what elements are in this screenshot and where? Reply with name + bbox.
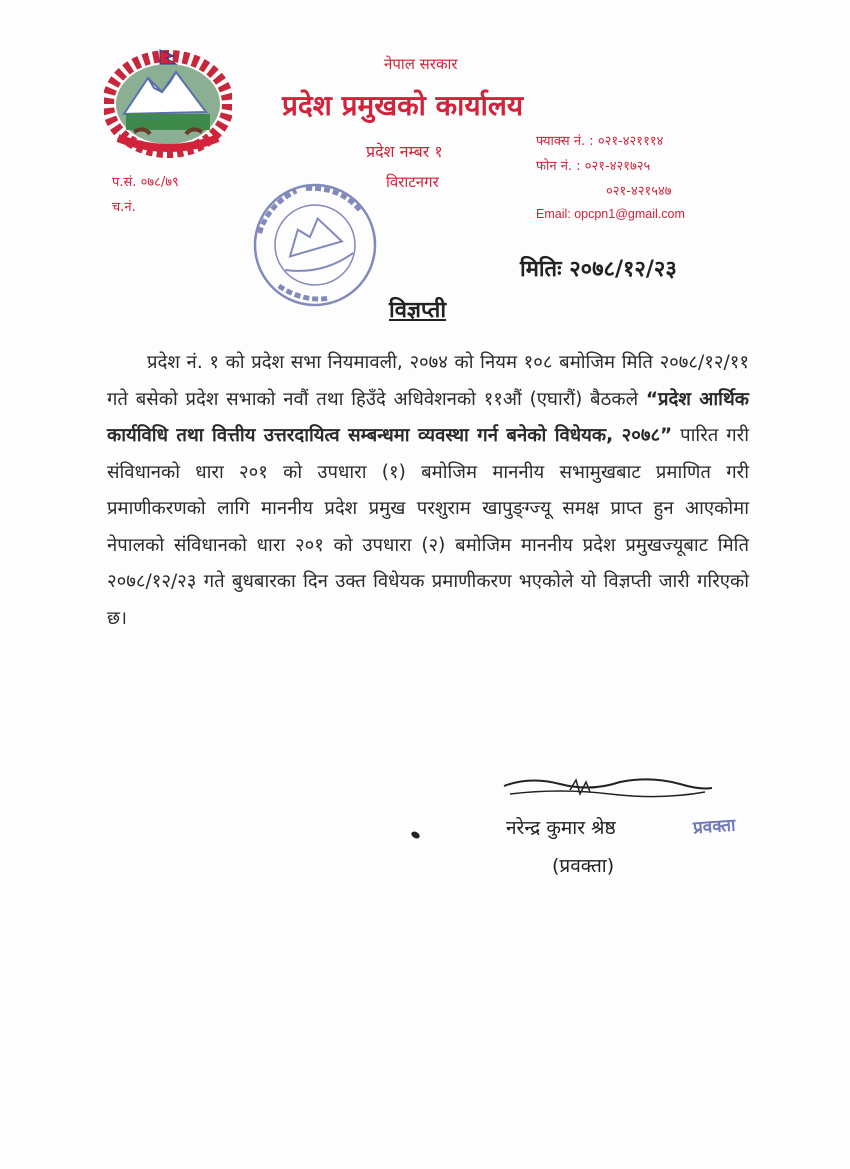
government-name: नेपाल सरकार [384, 55, 458, 73]
province-name: प्रदेश नम्बर १ [366, 142, 443, 161]
office-name: प्रदेश प्रमुखको कार्यालय [282, 89, 524, 122]
fax-number: फ्याक्स नं. : ०२१-४२१११४ [536, 134, 664, 149]
spokesperson-stamp: प्रवक्ता [692, 815, 737, 839]
nepal-emblem-icon [104, 48, 232, 160]
notice-date: मितिः २०७८/१२/२३ [520, 257, 677, 282]
ink-mark [410, 830, 421, 840]
signatory-name: नरेन्द्र कुमार श्रेष्ठ [506, 817, 616, 839]
notice-body [107, 345, 749, 637]
body-part-1: प्रदेश नं. १ को प्रदेश सभा नियमावली, २०७४ को नियम १०८ बमोजिम मिति २०७८/१२/११ गते बसेको प्रदेश सभाको नवौं तथा हिउँदे अधिवेशनको ११औं (एघारौं) बैठकले [107, 352, 749, 410]
office-seal-stamp-icon [236, 166, 394, 324]
email-address: Email: opcpn1@gmail.com [536, 207, 685, 221]
reference-number: प.सं. ०७८/७९ [112, 175, 179, 190]
city-name: विराटनगर [386, 173, 439, 191]
dispatch-number: च.नं. [112, 200, 136, 215]
signatory-role: (प्रवक्ता) [552, 855, 615, 877]
phone-number-1: फोन नं. : ०२१-४२१७२५ [536, 159, 651, 174]
phone-number-2: ०२१-४२१५४७ [606, 184, 672, 199]
signature-icon [500, 772, 715, 812]
body-part-2: पारित गरी संविधानको धारा २०१ को उपधारा (१) बमोजिम माननीय सभामुखबाट प्रमाणित गरी प्रमाणीकरणको लागि माननीय प्रदेश प्रमुख परशुराम खापुङ्ग्ज्यू समक्ष प्राप्त हुन आएकोमा नेपालको संविधानको धारा २०१ को उपधारा (२) बमोजिम माननीय प्रदेश प्रमुखज्यूबाट मिति २०७८/१२/२३ गते बुधबारका दिन उक्त विधेयक प्रमाणीकरण भएकोले यो विज्ञप्ती जारी गरिएको छ। [107, 425, 750, 629]
notice-title: विज्ञप्ती [389, 298, 447, 323]
bill-name: “प्रदेश आर्थिक कार्यविधि तथा वित्तीय उत्तरदायित्व सम्बन्धमा व्यवस्था गर्न बनेको विधेयक, २०७८” [107, 388, 749, 446]
